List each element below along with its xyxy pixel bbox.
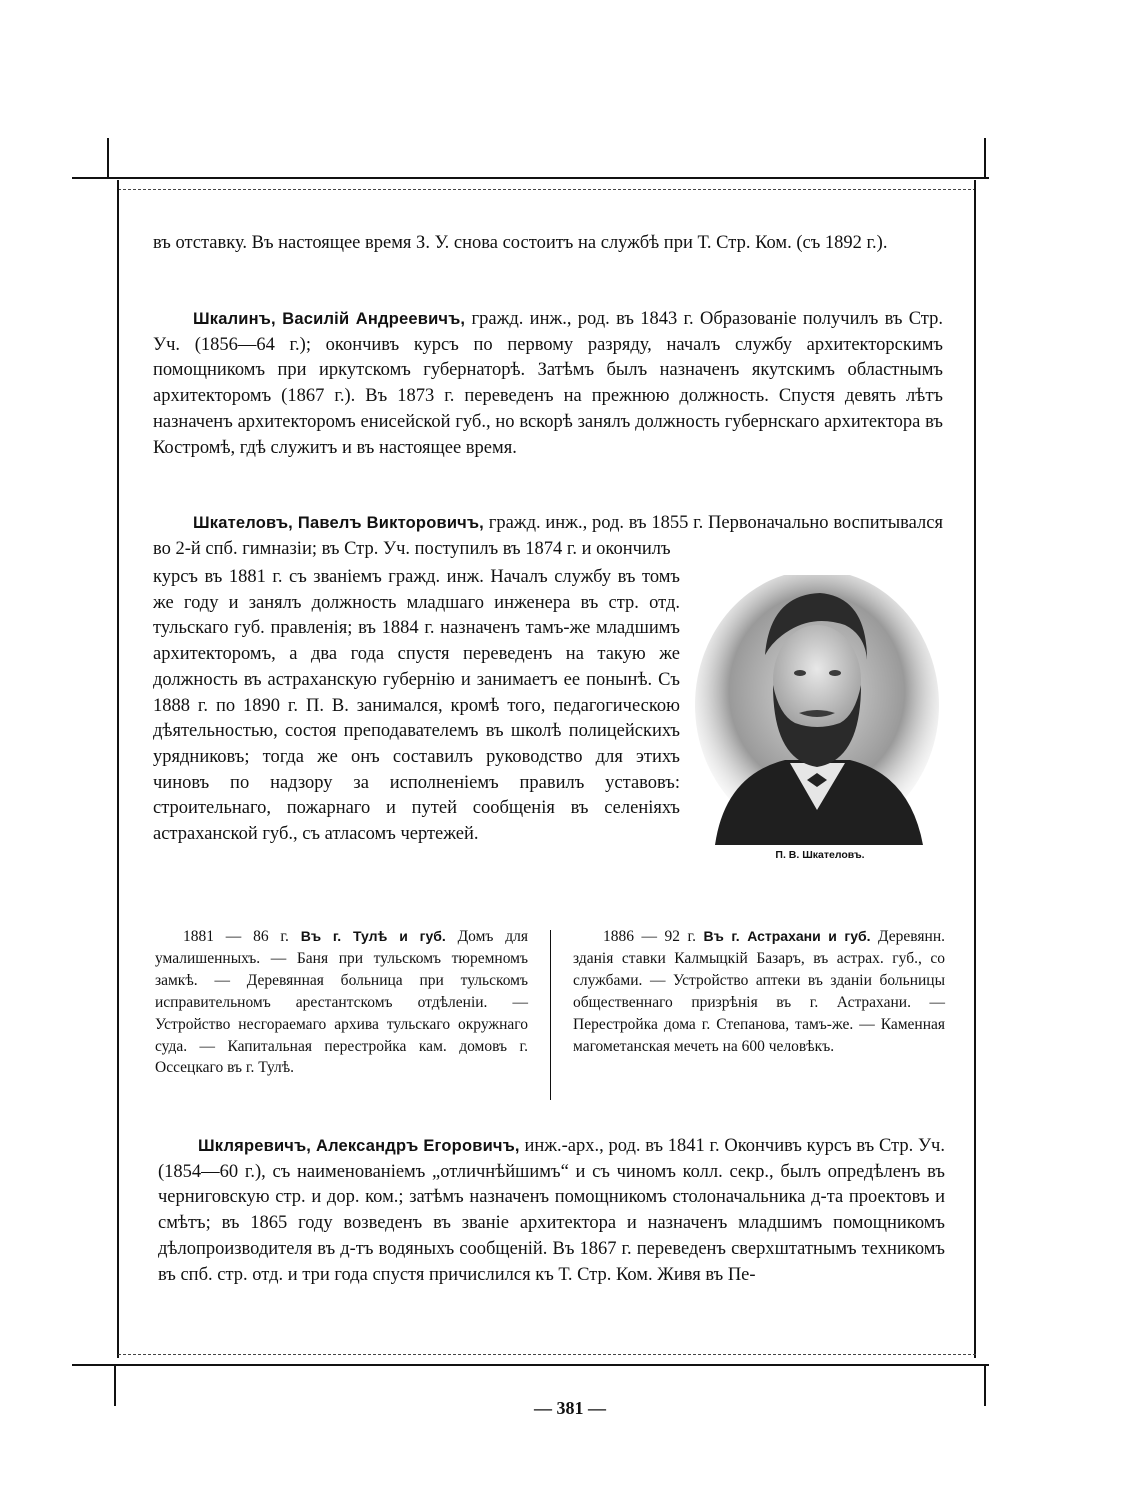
entry-text: гражд. инж., род. въ 1843 г. Образованіе получилъ въ Стр. Уч. (1856—64 г.); окончивъ курсъ по первому разряду, началъ службу архитекторскимъ помощникомъ при иркутскомъ губернаторѣ. Затѣмъ былъ назначенъ якутскимъ областнымъ архитекторомъ (1867 г.). Въ 1873 г. переведенъ на прежнюю должность. Спустя девять лѣтъ назначенъ архитекторомъ енисейской губ., но вскорѣ занялъ должность губернскаго архитектора въ Костромѣ, гдѣ служитъ и въ настоящее время. [153,309,943,458]
works-place: Въ г. Астрахани и губ. [703,928,871,944]
entry-shkatelov [153,511,943,562]
works-text: Домъ для умалишенныхъ. — Баня при тульскомъ тюремномъ замкѣ. — Деревянная больница при тульскомъ исправительномъ арестантскомъ отдѣленіи. — Устройство несгораемаго архива тульскаго окружнаго суда. — Капитальная перестройка кам. домовъ г. Оссецкаго въ г. Тулѣ. [155,928,529,1077]
entry-text: курсъ въ 1881 г. съ званіемъ гражд. инж. Началъ службу въ томъ же году и занялъ должность младшаго инженера въ стр. отд. тульскаго губ. правленія; въ 1884 г. назначенъ тамъ-же младшимъ архитекторомъ, а два года спустя переведенъ на такую же должность въ астраханскую губернію и занимаетъ ее понынѣ. Съ 1888 г. по 1890 г. П. В. занимался, кромѣ того, педагогическою дѣятельностью, состоя преподавателемъ въ школѣ полицейскихъ урядниковъ; тогда же онъ составилъ руководство для этихъ чиновъ по надзору за исполненіемъ правилъ уставовъ: строительнаго, пожарнаго и путей сообщенія въ селеніяхъ астраханской губ., съ атласомъ чертежей. [153,567,680,845]
portrait-caption: П. В. Шкателовъ. [775,849,865,861]
frame-left-outer-rule [107,138,109,178]
continuation-text: въ отставку. Въ настоящее время З. У. снова состоитъ на службѣ при Т. Стр. Ком. (съ 1892 г.). [153,233,888,253]
works-years: 1881 — 86 г. [183,928,289,945]
frame-top-dashed-rule [118,189,976,190]
continuation-paragraph [153,231,943,257]
portrait-shkatelov [695,575,940,845]
works-place: Въ г. Тулѣ и губ. [300,928,446,944]
works-years: 1886 — 92 г. [603,928,696,945]
entry-name: Шкателовъ, Павелъ Викторовичъ, [193,514,484,532]
column-divider [550,930,551,1100]
frame-right-outer-rule [984,138,986,178]
entry-name: Шкалинъ, Василій Андреевичъ, [193,310,466,328]
entry-name: Шкляревичъ, Александръ Егоровичъ, [198,1137,520,1155]
frame-left-rule [117,180,119,1358]
works-left-column [155,926,528,1079]
frame-left-bottom-rule [114,1366,116,1406]
frame-bottom-rule [72,1364,989,1366]
portrait-image [695,575,940,845]
works-text: Деревянн. зданія ставки Калмыцкій Базаръ, въ астрах. губ., со службами. — Устройство аптеки въ зданіи больницы общественнаго призрѣнія въ г. Астрахани. — Перестройка дома г. Степанова, тамъ-же. — Каменная магометанская мечеть на 600 человѣкъ. [573,928,946,1055]
frame-top-rule [72,177,989,179]
entry-shklyarevich [158,1134,945,1288]
entry-shkalin [153,307,943,461]
works-right-column [573,926,945,1057]
entry-text: гражд. инж., род. въ 1855 г. Первоначально воспитывался во 2-й спб. гимназіи; въ Стр. Уч. поступилъ въ 1874 г. и окончилъ [153,513,943,559]
entry-shkatelov-side-text [153,565,680,848]
page-number: — 381 — [534,1398,606,1418]
frame-right-bottom-rule [984,1366,986,1406]
entry-text: инж.-арх., род. въ 1841 г. Окончивъ курсъ въ Стр. Уч. (1854—60 г.), съ наименованіемъ „отличнѣйшимъ“ и съ чиномъ колл. секр., былъ опредѣленъ въ черниговскую стр. и дор. ком.; затѣмъ назначенъ помощникомъ столоначальника д-та проектовъ и смѣтъ; въ 1865 году возведенъ въ званіе архитектора и назначенъ младшимъ помощникомъ дѣлопроизводителя въ д-тъ водяныхъ сообщеній. Въ 1867 г. переведенъ сверхштатнымъ техникомъ въ спб. стр. отд. и три года спустя причислился къ Т. Стр. Ком. Живя въ Пе- [158,1136,945,1285]
frame-bottom-dashed-rule [118,1354,976,1355]
frame-right-rule [974,180,976,1358]
